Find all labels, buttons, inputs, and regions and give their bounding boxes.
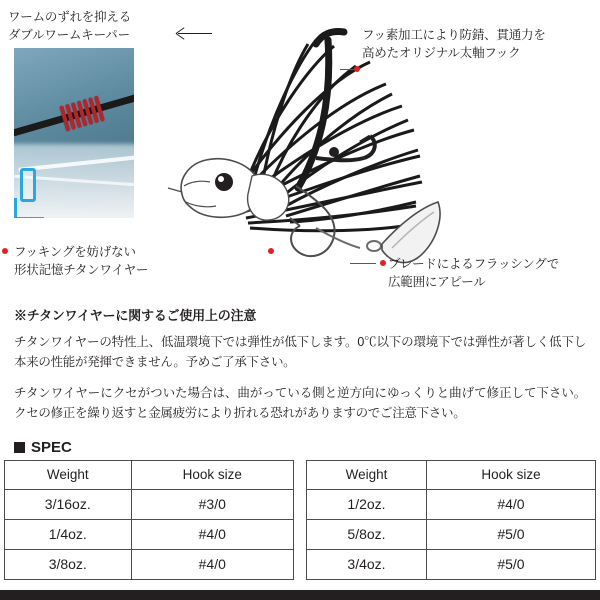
column-header-hook-size: Hook size [131, 461, 293, 490]
callout-dot-blade-target [268, 248, 274, 254]
cell-weight: 3/8oz. [5, 550, 132, 580]
table-row [5, 520, 294, 550]
callout-line: 広範囲にアピール [388, 275, 486, 290]
footer-bar [0, 590, 600, 600]
cell-hook-size: #4/0 [131, 520, 293, 550]
callout-original-thick-hook [362, 26, 546, 62]
cell-weight: 1/2oz. [307, 490, 427, 520]
table-header-row [307, 461, 596, 490]
table-row [307, 550, 596, 580]
titanium-wire-notice [0, 295, 600, 423]
spec-heading-label: SPEC [31, 439, 72, 456]
cell-weight: 5/8oz. [307, 520, 427, 550]
notice-paragraph-1: チタンワイヤーの特性上、低温環境下では弾性が低下します。0℃以下の環境下では弾性が著しく低下し本来の性能が発揮できません。予めご了承下さい。 [14, 335, 586, 370]
photo-red-coil [59, 94, 108, 131]
table-row [5, 490, 294, 520]
spec-table-right [306, 460, 596, 580]
callout-line: フッ素加工により防錆、貫通力を [362, 28, 546, 42]
column-header-weight: Weight [5, 461, 132, 490]
spec-tables [0, 460, 600, 580]
cell-weight: 1/4oz. [5, 520, 132, 550]
cell-hook-size: #5/0 [426, 520, 595, 550]
spec-heading [0, 433, 600, 460]
worm-keeper-closeup-photo [14, 48, 134, 218]
table-row [5, 550, 294, 580]
table-row [307, 490, 596, 520]
leader-line-hook [340, 69, 358, 70]
table-row [307, 520, 596, 550]
callout-line: ブレードによるフラッシングで [388, 257, 559, 271]
callout-line: フッキングを妨げない [14, 245, 136, 259]
cell-hook-size: #4/0 [131, 550, 293, 580]
table-header-row [5, 461, 294, 490]
cell-weight: 3/16oz. [5, 490, 132, 520]
callout-line: ワームのずれを抑える [8, 10, 132, 24]
callout-line: 高めたオリジナル太軸フック [362, 46, 521, 61]
callout-double-worm-keeper [8, 8, 131, 44]
callout-dot-titanium [2, 248, 8, 254]
notice-title: ※チタンワイヤーに関するご使用上の注意 [14, 308, 257, 323]
leader-line-blade [350, 263, 376, 264]
cell-hook-size: #4/0 [426, 490, 595, 520]
photo-keeper-clip-lower [14, 198, 44, 218]
column-header-hook-size: Hook size [426, 461, 595, 490]
spec-table-left [4, 460, 294, 580]
notice-paragraph-2: チタンワイヤーにクセがついた場合は、曲がっている側と逆方向にゆっくりと曲げて修正して下さい。クセの修正を繰り返すと金属疲労により折れる恐れがありますのでご注意下さい。 [14, 385, 586, 420]
callout-blade-flashing [388, 255, 559, 291]
callout-line: 形状記憶チタンワイヤー [14, 263, 149, 278]
square-bullet-icon [14, 442, 25, 453]
callout-titanium-wire [14, 243, 148, 279]
callout-dot-blade [380, 260, 386, 266]
cell-weight: 3/4oz. [307, 550, 427, 580]
cell-hook-size: #3/0 [131, 490, 293, 520]
leader-line-worm-keeper [178, 33, 212, 34]
cell-hook-size: #5/0 [426, 550, 595, 580]
photo-keeper-clip [20, 168, 36, 202]
product-diagram [0, 0, 600, 295]
callout-line: ダブルワームキーパー [8, 28, 130, 43]
column-header-weight: Weight [307, 461, 427, 490]
